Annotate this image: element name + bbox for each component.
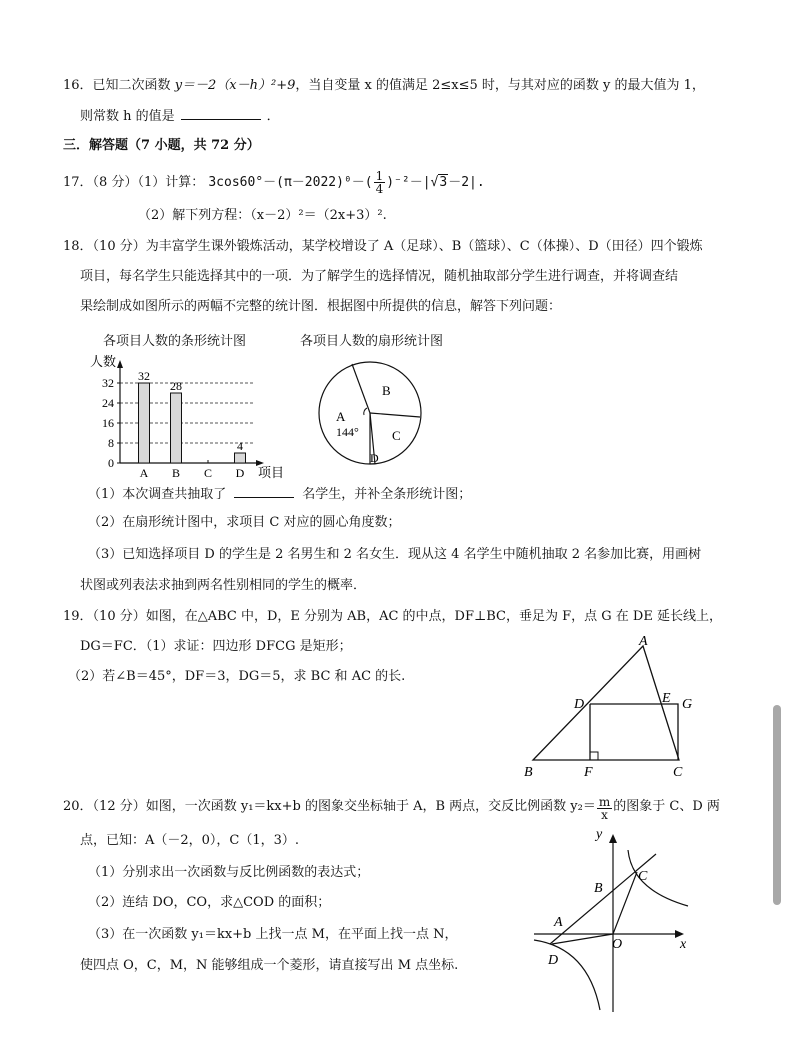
bar-D <box>235 453 246 463</box>
label-b: B <box>524 765 533 780</box>
q20-sub1: （1）分别求出一次函数与反比例函数的表达式； <box>88 865 370 880</box>
q18-sub3-line1: （3）已知选择项目 D 的学生是 2 名男生和 2 名女生．现从这 4 名学生中随机抽取 2 名参加比赛，用画树 <box>88 547 702 562</box>
pie-angle-label: 144° <box>336 425 359 439</box>
pie-label-c: C <box>392 428 401 443</box>
q17-sqrt-val: 3 <box>439 175 448 190</box>
x-tick-label: C <box>203 466 213 480</box>
label-a: A <box>639 634 648 649</box>
q19-triangle-figure <box>518 632 704 782</box>
q20-sub3-line2: 使四点 O，C，M，N 能够组成一个菱形，请直接写出 M 点坐标. <box>80 958 459 973</box>
q20-sub3-line1: （3）在一次函数 y₁＝kx+b 上找一点 M，在平面上找一点 N， <box>88 927 458 942</box>
q16-end: ． <box>266 109 280 124</box>
q16-function: y＝－2（x－h）²+9 <box>174 78 296 93</box>
bar-ylabel: 人数 <box>90 354 117 369</box>
pie-divider-bc <box>370 413 420 417</box>
x-tick-label: A <box>139 466 149 480</box>
y-tick-label: 8 <box>108 436 114 450</box>
label-c-point: C <box>638 869 648 884</box>
q18-sub1-a: （1）本次调查共抽取了 <box>88 487 227 502</box>
label-f: F <box>584 765 593 780</box>
q18-line2: 项目，每名学生只能选择其中的一项．为了解学生的选择情况，随机抽取部分学生进行调查，并将调查结 <box>80 269 679 284</box>
bar-xlabel: 项目 <box>258 465 285 480</box>
pie-label-b: B <box>382 383 391 398</box>
segment-oc <box>613 872 637 934</box>
q20-line1-a: 20．（12 分）如图，一次函数 y₁＝kx+b 的图象交坐标轴于 A，B 两点，交反比例函数 y₂＝ <box>63 799 596 814</box>
pie-divider-ab <box>352 364 370 413</box>
vertical-scrollbar[interactable] <box>773 705 781 905</box>
q16-text-b: ，当自变量 x 的值满足 2≤x≤5 时，与其对应的函数 y 的最大值为 1， <box>295 78 705 93</box>
bar-B <box>171 393 182 463</box>
label-d: D <box>574 697 585 712</box>
hyperbola-branch-1 <box>628 850 688 906</box>
segment-od <box>552 934 613 944</box>
q18-sub3-line2: 状图或列表法求抽到两名性别相同的学生的概率． <box>80 578 367 593</box>
q16-text-a: 16．已知二次函数 <box>63 78 175 93</box>
label-e: E <box>662 691 671 706</box>
q20-fraction <box>597 796 612 821</box>
y-tick-label: 24 <box>102 396 114 410</box>
q17-part1-label: 17．（8 分）（1）计算： <box>63 175 205 190</box>
q18-sub1-b: 名学生，并补全条形统计图； <box>302 487 472 502</box>
label-d-point: D <box>548 953 559 968</box>
bar-value-label: 28 <box>170 379 182 393</box>
q18-sub1-blank <box>234 484 294 498</box>
q18-sub2: （2）在扇形统计图中，求项目 C 对应的圆心角度数； <box>88 515 401 530</box>
label-y: y <box>596 827 603 842</box>
q16-answer-blank <box>181 106 261 120</box>
x-tick-label: D <box>235 466 245 480</box>
x-tick-label: B <box>171 466 181 480</box>
q19-line2: DG＝FC．（1）求证：四边形 DFCG 是矩形； <box>80 639 352 654</box>
pie-chart-title: 各项目人数的扇形统计图 <box>300 334 444 349</box>
q20-line2: 点，已知：A（－2，0），C（1，3）. <box>80 833 300 848</box>
q20-sub2: （2）连结 DO，CO，求△COD 的面积； <box>88 895 331 910</box>
q17-part2: （2）解下列方程：（x－2）²＝（2x+3）². <box>138 208 387 223</box>
pie-label-a: A <box>336 409 346 424</box>
bar-chart-title: 各项目人数的条形统计图 <box>103 334 247 349</box>
q17-frac-den: 4 <box>375 182 384 196</box>
y-tick-label: 32 <box>102 376 114 390</box>
label-a-point: A <box>554 915 563 930</box>
bar-A <box>139 383 150 463</box>
q16-line2 <box>80 106 280 126</box>
label-o: O <box>612 937 623 952</box>
q20-frac-num: m <box>598 795 611 809</box>
q17-expr-c: －2|. <box>448 175 485 190</box>
line-y1 <box>550 854 656 944</box>
y-tick-label: 16 <box>102 416 114 430</box>
pie-label-d: D <box>370 451 379 465</box>
q17-fraction <box>374 170 386 195</box>
q20-frac-den: x <box>601 808 608 822</box>
segment-dgc <box>590 704 678 760</box>
pie-chart <box>318 358 426 470</box>
q17-expr-a: 3cos60°－(π－2022)⁰－( <box>208 175 373 190</box>
bar-y-arrow <box>117 360 123 368</box>
q18-line1: 18．（10 分）为丰富学生课外锻炼活动，某学校增设了 A（足球）、B（篮球）、C（体操）、D（田径）四个锻炼 <box>63 239 703 254</box>
label-x: x <box>680 937 687 952</box>
q18-sub1 <box>88 484 471 504</box>
label-b-point: B <box>594 881 603 896</box>
q16-prompt: 则常数 h 的值是 <box>80 109 175 124</box>
right-angle-mark <box>590 752 598 760</box>
y-tick-label: 0 <box>108 456 114 470</box>
label-g: G <box>682 697 693 712</box>
q18-line3: 果绘制成如图所示的两幅不完整的统计图．根据图中所提供的信息，解答下列问题： <box>80 299 562 314</box>
section3-title: 三．解答题（7 小题，共 72 分） <box>63 138 260 153</box>
hyperbola-branch-2 <box>534 940 600 1010</box>
q17-frac-num: 1 <box>375 169 384 183</box>
triangle-abc <box>533 646 679 760</box>
y-axis-arrow <box>609 834 617 843</box>
q20-graph-figure <box>528 820 708 1016</box>
label-c: C <box>673 765 683 780</box>
pie-angle-arc <box>364 408 367 415</box>
q19-line3: （2）若∠B＝45°，DF＝3，DG＝5，求 BC 和 AC 的长. <box>68 669 406 684</box>
q17-sqrt: √3 <box>430 175 448 190</box>
q17-part1 <box>63 170 485 194</box>
bar-value-label: 32 <box>138 369 150 383</box>
q20-line1-b: 的图象于 C、D 两 <box>613 799 720 814</box>
q17-expr-b: )⁻²－| <box>386 175 431 190</box>
bar-chart <box>80 350 300 482</box>
q16-line1 <box>63 77 705 95</box>
bar-value-label: 4 <box>237 439 243 453</box>
q19-line1: 19．（10 分）如图，在△ABC 中，D，E 分别为 AB，AC 的中点，DF⊥BC，垂足为 F，点 G 在 DE 延长线上， <box>63 609 722 624</box>
